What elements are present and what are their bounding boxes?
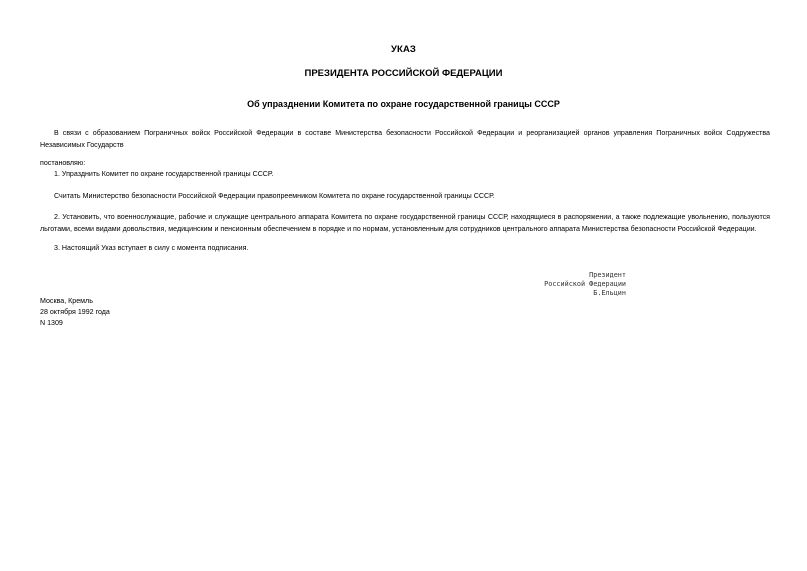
signature-title: Президент (589, 271, 626, 279)
signing-place: Москва, Кремль (40, 297, 93, 305)
signature-name: Б.Ельцин (593, 289, 626, 298)
issuer-heading: ПРЕЗИДЕНТА РОССИЙСКОЙ ФЕДЕРАЦИИ (304, 68, 503, 79)
preamble-paragraph: В связи с образованием Пограничных войск Российской Федерации в составе Министерства безопасности Российской Федерации и реорганизацией органов управления Пограничных войск Содружества Независимых Государств (40, 129, 770, 149)
resolve-line: постановляю: (40, 159, 86, 167)
decree-subject-title: Об упразднении Комитета по охране государственной границы СССР (247, 99, 560, 109)
signature-country: Российской Федерации (544, 280, 626, 289)
item-1-successor-paragraph: Считать Министерство безопасности Российской Федерации правопреемником Комитета по охране государственной границы СССР. (54, 192, 495, 200)
place-date-block (40, 296, 110, 330)
signing-date: 28 октября 1992 года (40, 308, 110, 317)
item-3-paragraph: 3. Настоящий Указ вступает в силу с момента подписания. (54, 244, 249, 252)
signature-block (470, 271, 626, 299)
item-2-paragraph: 2. Установить, что военнослужащие, рабочие и служащие центрального аппарата Комитета по охране государственной границы СССР, находящиеся в распоряжении, а также подлежащие увольнению, пользуются льготами, всеми видами довольствия, медицинским и пенсионным обеспечением в порядке и по нормам, установленным для сотрудников центрального аппарата Министерства безопасности Российской Федерации. (40, 213, 770, 233)
decree-number: N 1309 (40, 319, 63, 328)
item-1-paragraph: 1. Упразднить Комитет по охране государственной границы СССР. (54, 170, 274, 178)
document-type-heading: УКАЗ (391, 44, 416, 55)
